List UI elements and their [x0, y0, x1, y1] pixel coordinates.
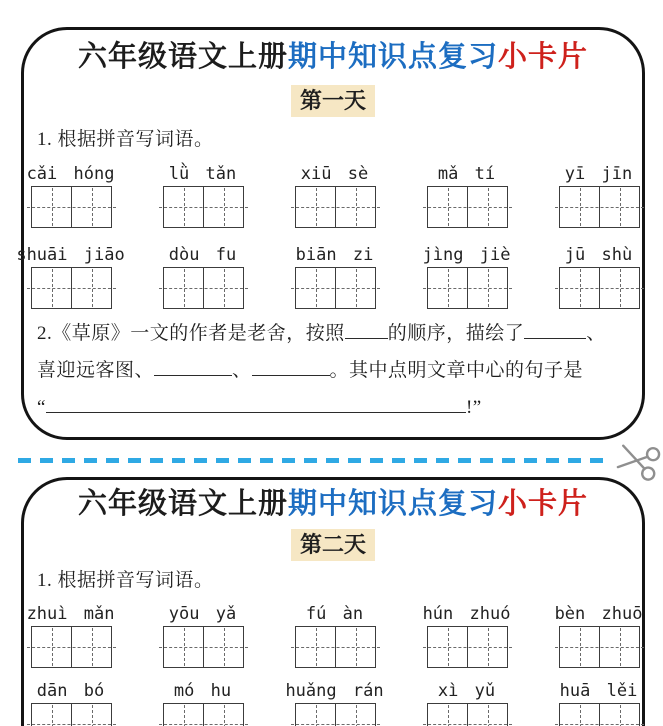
title-part-grade: 六年级语文上册 [77, 488, 288, 520]
card-title [24, 487, 642, 521]
question2-line2 [37, 352, 630, 389]
q2-text-segment: 喜迎远客图、 [37, 360, 155, 381]
pinyin-label: lǜ tǎn [168, 164, 237, 184]
pair-center-hline [291, 288, 380, 289]
word-column [427, 158, 506, 228]
pinyin-word-row [16, 239, 642, 309]
writing-box-pair[interactable] [163, 267, 244, 309]
writing-cell[interactable] [560, 704, 600, 726]
word-column [31, 675, 110, 726]
pair-center-hline [291, 647, 380, 648]
answer-blank[interactable] [154, 356, 232, 376]
word-column [559, 675, 638, 726]
pair-center-hline [27, 647, 116, 648]
pinyin-label: mǎ tí [437, 164, 496, 184]
pinyin-label: hún zhuó [422, 604, 511, 624]
cell-center-vline [448, 705, 449, 726]
writing-box-pair[interactable] [163, 703, 244, 726]
pinyin-label: xiū sè [300, 164, 369, 184]
answer-blank[interactable] [345, 319, 388, 339]
writing-box-pair[interactable] [295, 703, 376, 726]
question2-line1 [37, 315, 630, 352]
writing-box-pair[interactable] [295, 186, 376, 228]
pinyin-label: jìng jiè [422, 245, 511, 265]
pinyin-word-row [24, 675, 642, 726]
writing-box-pair[interactable] [31, 186, 112, 228]
q2-text-segment: 、 [232, 360, 252, 381]
pinyin-label: yī jīn [564, 164, 633, 184]
word-column [285, 675, 384, 726]
writing-cell[interactable] [72, 704, 111, 726]
writing-cell[interactable] [204, 704, 243, 726]
writing-box-pair[interactable] [559, 186, 640, 228]
writing-cell[interactable] [32, 704, 72, 726]
q2-text-segment: !” [465, 397, 482, 418]
pair-center-hline [423, 647, 512, 648]
writing-box-pair[interactable] [31, 703, 112, 726]
q2-text-segment: 、 [586, 323, 606, 344]
pair-center-hline [423, 288, 512, 289]
writing-box-pair[interactable] [559, 267, 640, 309]
writing-box-pair[interactable] [427, 186, 508, 228]
writing-cell[interactable] [600, 704, 639, 726]
word-column [422, 598, 511, 668]
writing-cell[interactable] [336, 704, 375, 726]
word-column [559, 239, 638, 309]
answer-blank[interactable] [524, 319, 586, 339]
word-column [295, 158, 374, 228]
writing-box-pair[interactable] [31, 267, 112, 309]
writing-cell[interactable] [468, 704, 507, 726]
pair-center-hline [27, 288, 116, 289]
writing-cell[interactable] [164, 704, 204, 726]
word-column [559, 158, 638, 228]
word-column [163, 675, 242, 726]
question1-label: 1. 根据拼音写词语。 [37, 570, 214, 591]
scissors-icon [612, 437, 663, 485]
day-badge-row [24, 85, 642, 118]
pinyin-word-row [24, 158, 642, 228]
question2-line3 [37, 389, 630, 426]
pinyin-label: fú àn [305, 604, 364, 624]
q2-text-segment: 2.《草原》一文的作者是老舍，按照 [37, 323, 345, 344]
q2-text-segment: “ [37, 397, 46, 418]
pair-center-hline [555, 724, 644, 725]
pair-center-hline [291, 724, 380, 725]
pinyin-label: dòu fu [168, 245, 237, 265]
pinyin-word-row [24, 598, 642, 668]
pair-center-hline [291, 207, 380, 208]
answer-blank[interactable] [252, 356, 330, 376]
word-column [295, 598, 374, 668]
title-part-midterm: 期中知识点复习 [287, 41, 498, 73]
pair-center-hline [555, 288, 644, 289]
writing-box-pair[interactable] [427, 626, 508, 668]
pinyin-label: shuāi jiāo [16, 245, 125, 265]
pinyin-label: huā lěi [559, 681, 638, 701]
word-column [26, 158, 115, 228]
pinyin-label: dān bó [36, 681, 105, 701]
pinyin-label: xì yǔ [437, 681, 496, 701]
writing-box-pair[interactable] [559, 626, 640, 668]
word-column [163, 598, 242, 668]
writing-box-pair[interactable] [295, 267, 376, 309]
word-column [16, 239, 125, 309]
pinyin-label: yōu yǎ [168, 604, 237, 624]
cell-center-vline [580, 705, 581, 726]
word-column [26, 598, 115, 668]
pinyin-label: huǎng rán [285, 681, 384, 701]
pair-center-hline [423, 724, 512, 725]
writing-cell[interactable] [428, 704, 468, 726]
cell-center-vline [488, 705, 489, 726]
writing-box-pair[interactable] [31, 626, 112, 668]
title-part-midterm: 期中知识点复习 [287, 488, 498, 520]
pinyin-label: biān zi [295, 245, 374, 265]
dashed-cut-line [18, 458, 612, 463]
pinyin-label: jū shù [564, 245, 633, 265]
q2-text-segment: 的顺序，描绘了 [387, 323, 525, 344]
cell-center-vline [316, 705, 317, 726]
writing-cell[interactable] [296, 704, 336, 726]
cell-center-vline [52, 705, 53, 726]
word-column [554, 598, 643, 668]
pinyin-label: mó hu [173, 681, 232, 701]
answer-blank[interactable] [46, 393, 466, 413]
writing-box-pair[interactable] [163, 186, 244, 228]
day-badge-row [24, 529, 642, 562]
word-column [427, 675, 506, 726]
pair-center-hline [27, 724, 116, 725]
pinyin-label: bèn zhuō [554, 604, 643, 624]
word-column [163, 158, 242, 228]
pair-center-hline [159, 207, 248, 208]
cell-center-vline [224, 705, 225, 726]
cell-center-vline [356, 705, 357, 726]
review-card-day2 [21, 477, 645, 726]
pair-center-hline [555, 647, 644, 648]
pinyin-label: cǎi hóng [26, 164, 115, 184]
title-part-grade: 六年级语文上册 [77, 41, 288, 73]
pinyin-label: zhuì mǎn [26, 604, 115, 624]
q2-text-segment: 。其中点明文章中心的句子是 [329, 360, 584, 381]
word-column [295, 239, 374, 309]
title-part-card: 小卡片 [498, 41, 589, 73]
cell-center-vline [184, 705, 185, 726]
title-part-card: 小卡片 [498, 488, 589, 520]
question2-text [37, 315, 630, 426]
pair-center-hline [159, 724, 248, 725]
writing-box-pair[interactable] [427, 267, 508, 309]
cell-center-vline [92, 705, 93, 726]
question1-label: 1. 根据拼音写词语。 [37, 129, 214, 150]
writing-box-pair[interactable] [559, 703, 640, 726]
day-badge: 第一天 [291, 85, 375, 117]
pair-center-hline [555, 207, 644, 208]
cell-center-vline [620, 705, 621, 726]
word-column [422, 239, 511, 309]
pair-center-hline [159, 647, 248, 648]
card-title [24, 40, 642, 74]
word-column [163, 239, 242, 309]
writing-box-pair[interactable] [295, 626, 376, 668]
review-card-day1 [16, 27, 645, 440]
day-badge: 第二天 [291, 529, 375, 561]
pair-center-hline [159, 288, 248, 289]
writing-box-pair[interactable] [163, 626, 244, 668]
pair-center-hline [423, 207, 512, 208]
pair-center-hline [27, 207, 116, 208]
writing-box-pair[interactable] [427, 703, 508, 726]
